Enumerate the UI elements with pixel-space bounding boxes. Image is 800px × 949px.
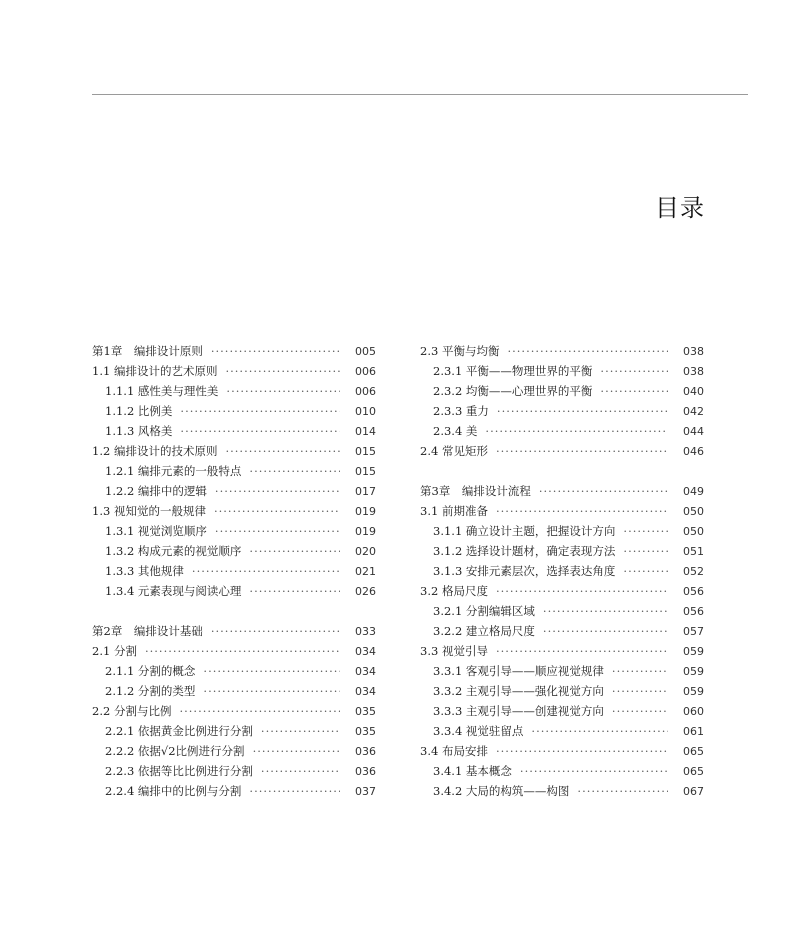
toc-entry-page: 050	[683, 525, 704, 538]
toc-entry-label: 3.2 格局尺度	[420, 584, 488, 598]
toc-leader-dots	[623, 561, 668, 581]
toc-entry-page: 040	[683, 385, 704, 398]
toc-leader-dots	[249, 581, 340, 601]
toc-leader-dots	[543, 601, 668, 621]
toc-entry[interactable]	[92, 621, 376, 641]
toc-entry[interactable]	[92, 361, 376, 381]
toc-entry-page: 059	[683, 665, 704, 678]
toc-entry-label: 2.1.1 分割的概念	[105, 664, 196, 678]
toc-entry[interactable]	[420, 421, 704, 441]
toc-leader-dots	[612, 701, 668, 721]
toc-entry-page: 038	[683, 345, 704, 358]
toc-entry-label: 1.1 编排设计的艺术原则	[92, 364, 218, 378]
toc-leader-dots	[180, 401, 340, 421]
toc-leader-dots	[539, 481, 668, 501]
toc-leader-dots	[211, 341, 340, 361]
toc-leader-dots	[577, 781, 668, 801]
toc-entry-label: 3.4.1 基本概念	[433, 764, 512, 778]
toc-leader-dots	[600, 381, 668, 401]
toc-entry-page: 026	[355, 585, 376, 598]
toc-entry[interactable]	[92, 741, 376, 761]
toc-leader-dots	[214, 501, 340, 521]
toc-entry[interactable]	[92, 341, 376, 361]
toc-entry-page: 046	[683, 445, 704, 458]
toc-entry[interactable]	[420, 541, 704, 561]
toc-entry[interactable]	[420, 781, 704, 801]
toc-entry-label: 2.2.4 编排中的比例与分割	[105, 784, 242, 798]
toc-entry[interactable]	[92, 461, 376, 481]
toc-entry-page: 014	[355, 425, 376, 438]
toc-leader-dots	[497, 401, 668, 421]
toc-entry-page: 021	[355, 565, 376, 578]
toc-entry[interactable]	[420, 401, 704, 421]
toc-leader-dots	[145, 641, 340, 661]
toc-entry-label: 3.3.3 主观引导——创建视觉方向	[433, 704, 604, 718]
toc-entry-label: 2.3 平衡与均衡	[420, 344, 500, 358]
toc-entry-page: 006	[355, 385, 376, 398]
toc-entry-label: 1.2 编排设计的技术原则	[92, 444, 218, 458]
toc-entry[interactable]	[92, 381, 376, 401]
toc-entry-page: 059	[683, 685, 704, 698]
toc-entry-page: 010	[355, 405, 376, 418]
toc-entry-page: 019	[355, 505, 376, 518]
toc-entry-label: 1.2.2 编排中的逻辑	[105, 484, 207, 498]
toc-entry-page: 051	[683, 545, 704, 558]
toc-leader-dots	[623, 521, 668, 541]
toc-entry-label: 1.1.3 风格美	[105, 424, 173, 438]
toc-entry-page: 061	[683, 725, 704, 738]
toc-entry[interactable]	[92, 561, 376, 581]
toc-leader-dots	[261, 761, 340, 781]
toc-entry[interactable]	[420, 381, 704, 401]
toc-entry-page: 042	[683, 405, 704, 418]
toc-leader-dots	[249, 781, 340, 801]
toc-entry-page: 056	[683, 605, 704, 618]
toc-leader-dots	[226, 381, 340, 401]
toc-entry-label: 2.3.3 重力	[433, 404, 489, 418]
toc-leader-dots	[507, 341, 668, 361]
toc-entry-page: 056	[683, 585, 704, 598]
toc-entry[interactable]	[92, 701, 376, 721]
toc-leader-dots	[623, 541, 668, 561]
toc-entry[interactable]	[420, 521, 704, 541]
toc-entry-label: 2.2.1 依据黄金比例进行分割	[105, 724, 253, 738]
toc-entry-page: 038	[683, 365, 704, 378]
toc-entry-page: 006	[355, 365, 376, 378]
toc-entry[interactable]	[420, 721, 704, 741]
toc-entry-label: 1.3.4 元素表现与阅读心理	[105, 584, 242, 598]
toc-leader-dots	[543, 621, 668, 641]
toc-leader-dots	[211, 621, 340, 641]
toc-entry-label: 1.1.2 比例美	[105, 404, 173, 418]
toc-entry[interactable]	[92, 661, 376, 681]
toc-entry-page: 037	[355, 785, 376, 798]
toc-entry-page: 036	[355, 745, 376, 758]
toc-entry-label: 第2章 编排设计基础	[92, 624, 203, 638]
toc-entry-label: 1.2.1 编排元素的一般特点	[105, 464, 242, 478]
toc-entry[interactable]	[92, 441, 376, 461]
toc-entry[interactable]	[420, 561, 704, 581]
toc-entry[interactable]	[92, 521, 376, 541]
toc-entry[interactable]	[420, 641, 704, 661]
toc-leader-dots	[179, 701, 340, 721]
toc-leader-dots	[485, 421, 668, 441]
toc-entry-page: 034	[355, 665, 376, 678]
toc-entry-page: 019	[355, 525, 376, 538]
toc-entry-page: 034	[355, 645, 376, 658]
toc-entry[interactable]	[92, 781, 376, 801]
toc-entry-label: 3.3 视觉引导	[420, 644, 488, 658]
toc-leader-dots	[496, 641, 668, 661]
toc-entry-label: 1.3.2 构成元素的视觉顺序	[105, 544, 242, 558]
toc-entry-label: 第3章 编排设计流程	[420, 484, 531, 498]
toc-leader-dots	[496, 741, 668, 761]
toc-entry-page: 044	[683, 425, 704, 438]
toc-entry-page: 015	[355, 445, 376, 458]
toc-entry-label: 2.2.3 依据等比比例进行分割	[105, 764, 253, 778]
toc-entry-page: 020	[355, 545, 376, 558]
toc-entry-page: 050	[683, 505, 704, 518]
toc-entry[interactable]	[92, 501, 376, 521]
toc-leader-dots	[261, 721, 340, 741]
toc-entry[interactable]	[92, 421, 376, 441]
toc-leader-dots	[225, 361, 340, 381]
toc-entry[interactable]	[92, 681, 376, 701]
toc-entry-label: 1.3 视知觉的一般规律	[92, 504, 206, 518]
toc-entry-page: 005	[355, 345, 376, 358]
toc-entry[interactable]	[92, 641, 376, 661]
toc-leader-dots	[249, 541, 340, 561]
toc-leader-dots	[215, 521, 340, 541]
toc-entry-page: 049	[683, 485, 704, 498]
toc-leader-dots	[531, 721, 668, 741]
toc-entry[interactable]	[92, 721, 376, 741]
toc-entry-label: 3.3.4 视觉驻留点	[433, 724, 524, 738]
toc-entry-page: 067	[683, 785, 704, 798]
toc-entry[interactable]	[420, 481, 704, 501]
toc-entry[interactable]	[92, 401, 376, 421]
toc-entry[interactable]	[92, 481, 376, 501]
toc-entry-label: 2.3.2 均衡——心理世界的平衡	[433, 384, 593, 398]
toc-entry[interactable]	[420, 501, 704, 521]
toc-entry-label: 3.3.2 主观引导——强化视觉方向	[433, 684, 604, 698]
toc-entry-page: 057	[683, 625, 704, 638]
toc-entry-label: 3.3.1 客观引导——顺应视觉规律	[433, 664, 604, 678]
header-rule	[92, 94, 748, 95]
toc-left-column	[92, 341, 376, 801]
toc-entry-label: 2.1.2 分割的类型	[105, 684, 196, 698]
toc-leader-dots	[600, 361, 668, 381]
toc-entry-page: 060	[683, 705, 704, 718]
toc-leader-dots	[496, 501, 668, 521]
toc-entry-label: 3.1.1 确立设计主题，把握设计方向	[433, 524, 616, 538]
toc-entry[interactable]	[420, 441, 704, 461]
toc-entry[interactable]	[420, 341, 704, 361]
toc-entry-page: 065	[683, 765, 704, 778]
toc-entry-label: 3.1.3 安排元素层次，选择表达角度	[433, 564, 616, 578]
toc-entry-label: 第1章 编排设计原则	[92, 344, 203, 358]
toc-entry[interactable]	[420, 361, 704, 381]
toc-entry-page: 033	[355, 625, 376, 638]
toc-leader-dots	[203, 681, 340, 701]
toc-entry-page: 035	[355, 725, 376, 738]
toc-leader-dots	[180, 421, 340, 441]
toc-leader-dots	[520, 761, 668, 781]
toc-entry[interactable]	[92, 541, 376, 561]
toc-entry[interactable]	[92, 581, 376, 601]
toc-entry-label: 3.1.2 选择设计题材，确定表现方法	[433, 544, 616, 558]
toc-entry-page: 052	[683, 565, 704, 578]
toc-leader-dots	[192, 561, 340, 581]
toc-entry[interactable]	[420, 761, 704, 781]
toc-leader-dots	[612, 681, 668, 701]
toc-leader-dots	[612, 661, 668, 681]
toc-entry-label: 1.1.1 感性美与理性美	[105, 384, 219, 398]
toc-entry-page: 036	[355, 765, 376, 778]
toc-entry[interactable]	[420, 661, 704, 681]
toc-entry-label: 2.2 分割与比例	[92, 704, 172, 718]
toc-entry[interactable]	[420, 581, 704, 601]
toc-right-column	[420, 341, 704, 801]
toc-entry-label: 3.2.1 分割编辑区域	[433, 604, 535, 618]
toc-entry[interactable]	[92, 761, 376, 781]
toc-entry-label: 3.4.2 大局的构筑——构图	[433, 784, 570, 798]
toc-leader-dots	[496, 581, 668, 601]
toc-entry-label: 1.3.3 其他规律	[105, 564, 184, 578]
toc-entry-label: 2.1 分割	[92, 644, 137, 658]
toc-leader-dots	[249, 461, 340, 481]
toc-entry[interactable]	[420, 601, 704, 621]
toc-entry[interactable]	[420, 621, 704, 641]
toc-leader-dots	[203, 661, 340, 681]
toc-entry-label: 2.2.2 依据√2比例进行分割	[105, 744, 245, 758]
toc-entry-page: 059	[683, 645, 704, 658]
toc-entry[interactable]	[420, 741, 704, 761]
toc-entry-label: 3.1 前期准备	[420, 504, 488, 518]
toc-entry-label: 2.3.1 平衡——物理世界的平衡	[433, 364, 593, 378]
page-title: 目录	[655, 194, 705, 222]
toc-entry[interactable]	[420, 701, 704, 721]
toc-entry-page: 015	[355, 465, 376, 478]
toc-entry-page: 017	[355, 485, 376, 498]
toc-leader-dots	[215, 481, 340, 501]
toc-entry-label: 1.3.1 视觉浏览顺序	[105, 524, 207, 538]
toc-entry-label: 3.2.2 建立格局尺度	[433, 624, 535, 638]
toc-entry-label: 3.4 布局安排	[420, 744, 488, 758]
toc-leader-dots	[496, 441, 668, 461]
toc-entry-page: 065	[683, 745, 704, 758]
toc-leader-dots	[253, 741, 340, 761]
toc-entry-label: 2.4 常见矩形	[420, 444, 488, 458]
toc-leader-dots	[225, 441, 340, 461]
toc-entry-page: 035	[355, 705, 376, 718]
toc-entry[interactable]	[420, 681, 704, 701]
toc-entry-label: 2.3.4 美	[433, 424, 478, 438]
toc-entry-page: 034	[355, 685, 376, 698]
